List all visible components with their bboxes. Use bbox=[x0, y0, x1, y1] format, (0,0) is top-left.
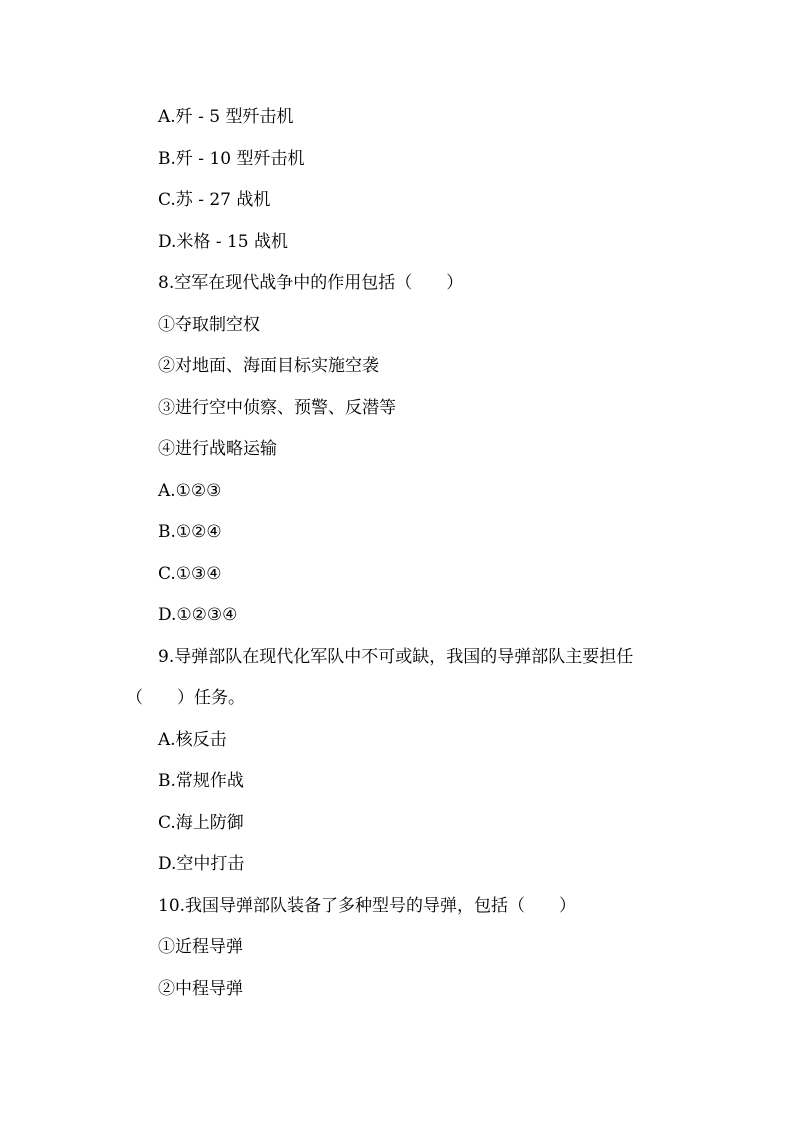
q9-option-b: B.常规作战 bbox=[158, 771, 244, 791]
q8-statement-2: ②对地面、海面目标实施空袭 bbox=[158, 356, 379, 376]
q7-option-b: B.歼 - 10 型歼击机 bbox=[158, 149, 305, 169]
q7-option-a: A.歼 - 5 型歼击机 bbox=[158, 107, 294, 127]
q8-option-d: D.①②③④ bbox=[158, 605, 238, 625]
q7-option-c: C.苏 - 27 战机 bbox=[158, 190, 271, 210]
q7-option-d: D.米格 - 15 战机 bbox=[158, 232, 289, 252]
question-9-stem-continued: （ ）任务。 bbox=[126, 688, 245, 708]
q8-option-c: C.①③④ bbox=[158, 564, 222, 584]
q10-statement-1: ①近程导弹 bbox=[158, 937, 243, 957]
q8-statement-4: ④进行战略运输 bbox=[158, 439, 277, 459]
question-8-stem: 8.空军在现代战争中的作用包括（ ） bbox=[158, 273, 464, 293]
q8-option-b: B.①②④ bbox=[158, 522, 222, 542]
question-10-stem: 10.我国导弹部队装备了多种型号的导弹，包括（ ） bbox=[158, 896, 577, 916]
q9-option-a: A.核反击 bbox=[158, 730, 227, 750]
q8-statement-3: ③进行空中侦察、预警、反潜等 bbox=[158, 398, 396, 418]
q10-statement-2: ②中程导弹 bbox=[158, 979, 243, 999]
q9-option-d: D.空中打击 bbox=[158, 854, 245, 874]
q8-option-a: A.①②③ bbox=[158, 481, 222, 501]
q8-statement-1: ①夺取制空权 bbox=[158, 315, 260, 335]
q9-option-c: C.海上防御 bbox=[158, 813, 244, 833]
question-9-stem: 9.导弹部队在现代化军队中不可或缺，我国的导弹部队主要担任 bbox=[158, 647, 634, 667]
